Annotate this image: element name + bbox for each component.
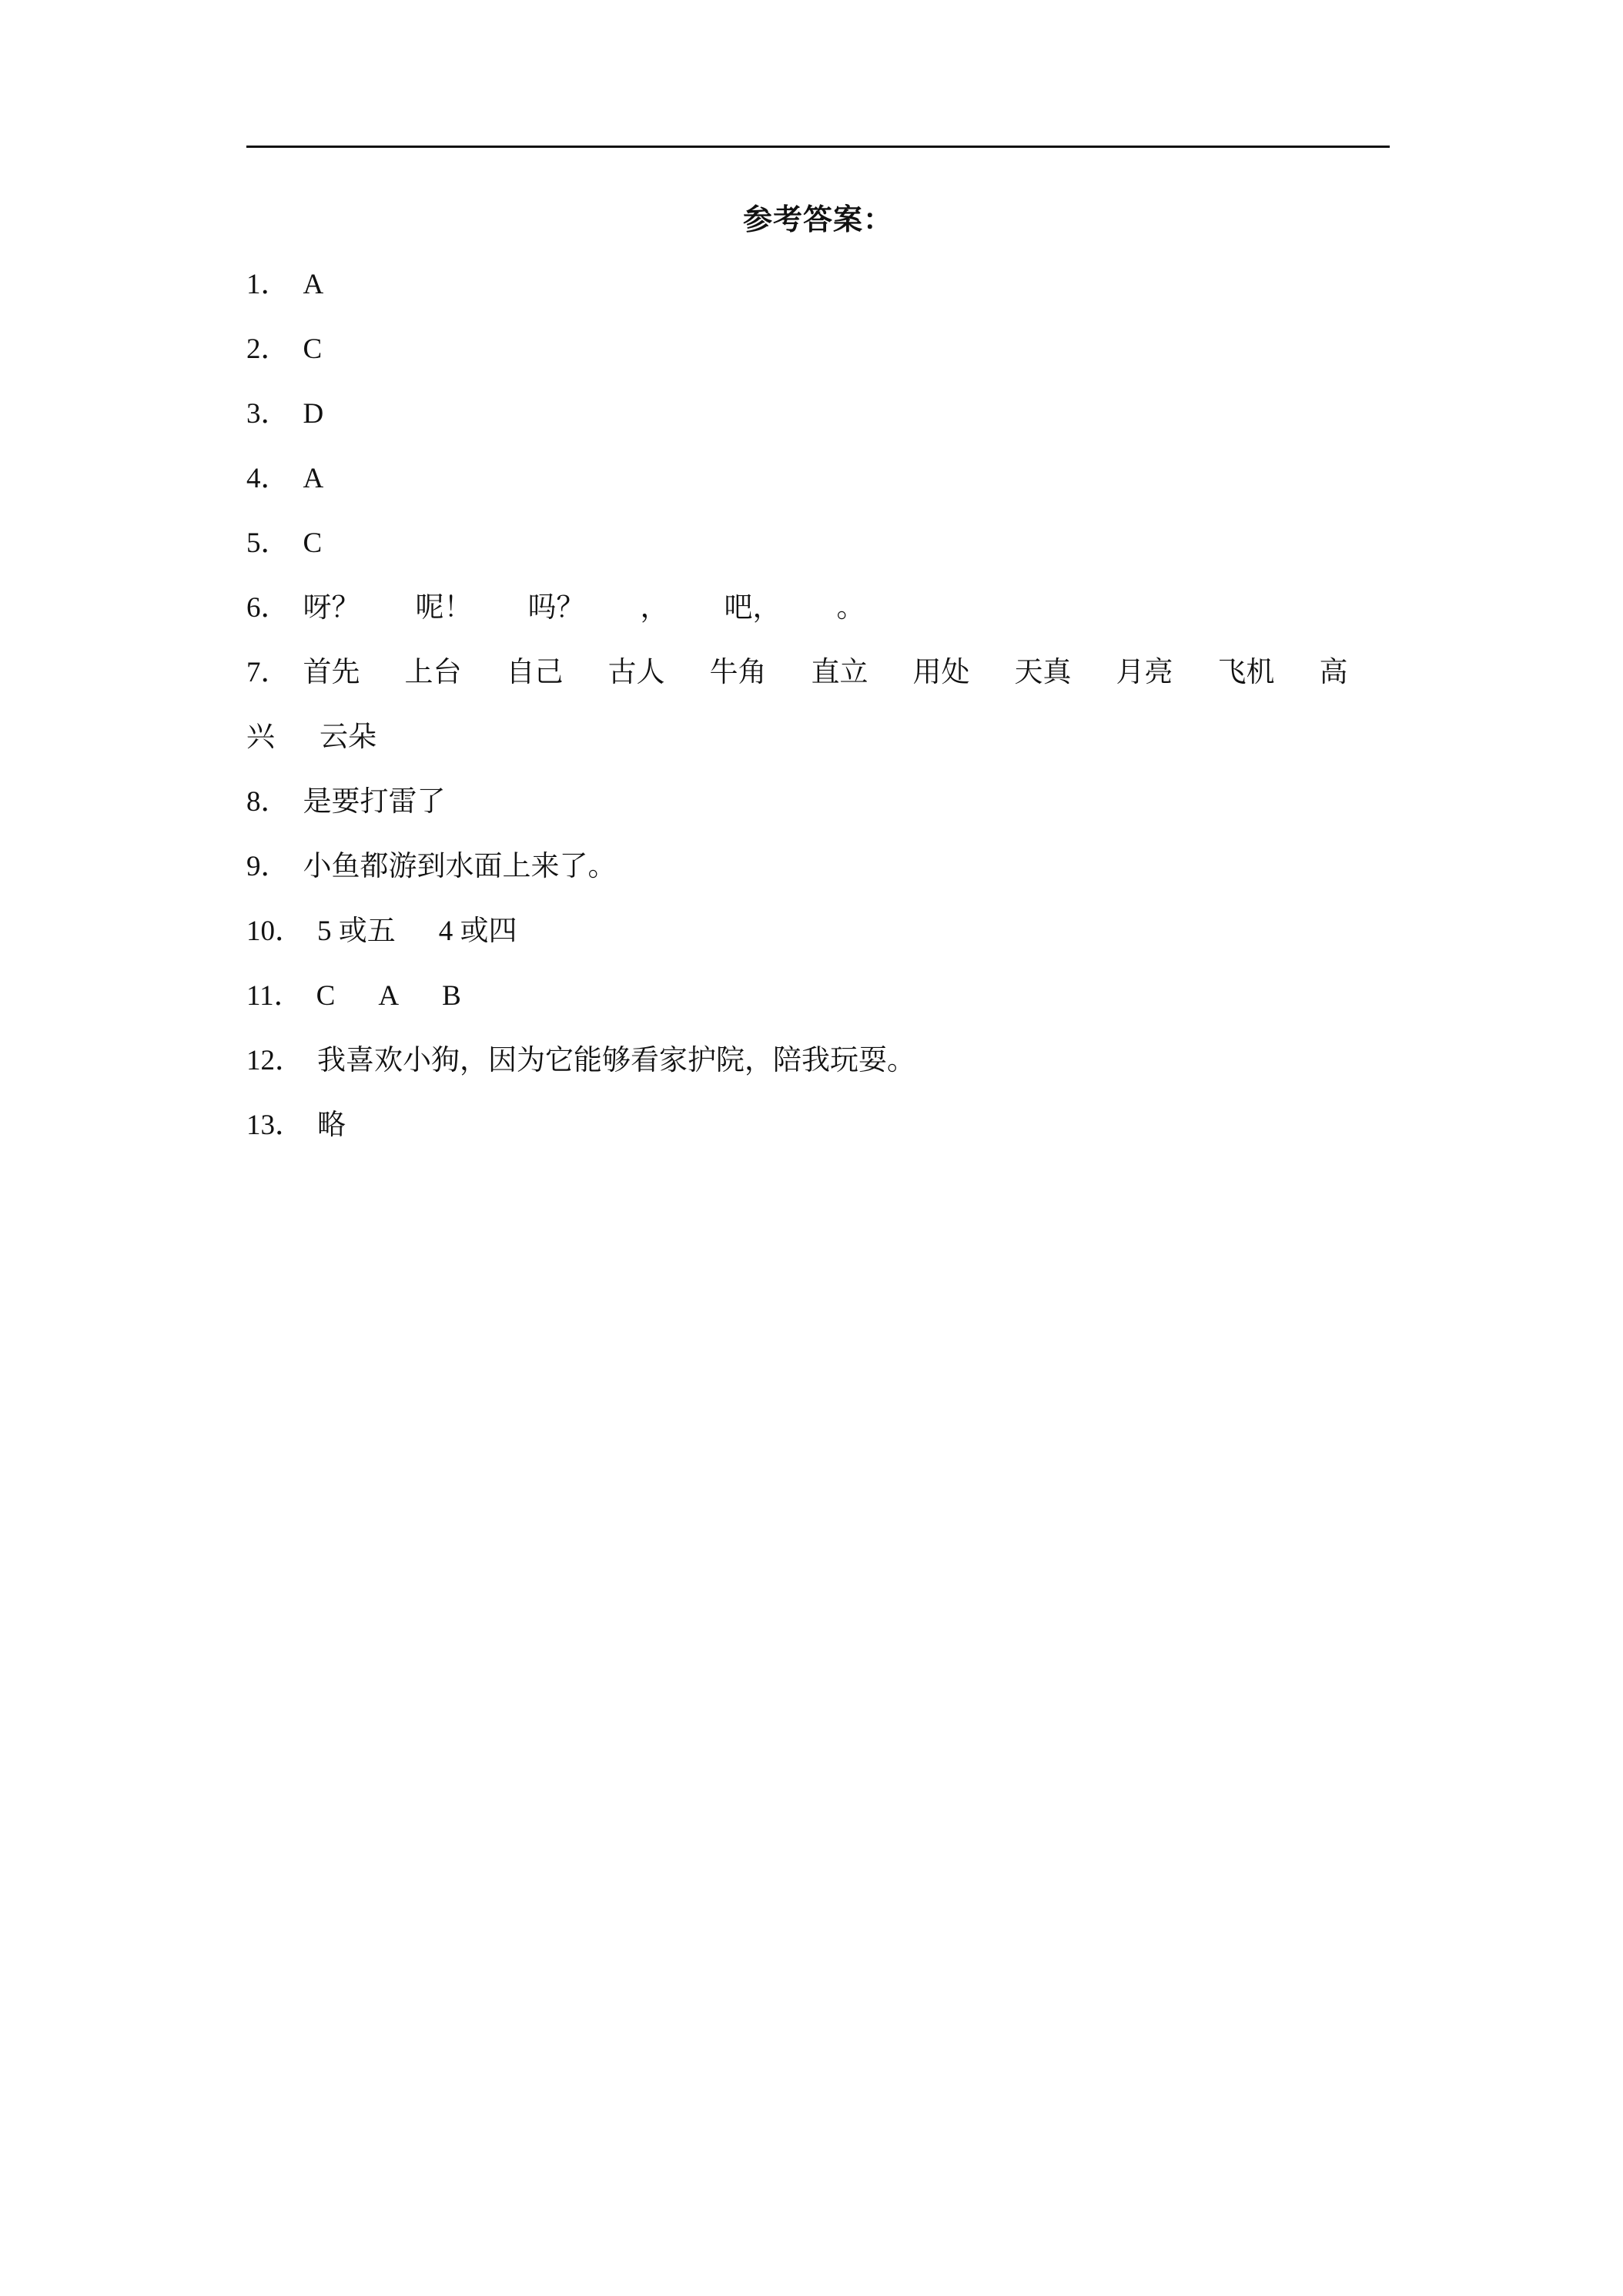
answer-text: 4 或四 bbox=[438, 915, 517, 947]
word-answer: 古人 bbox=[607, 657, 665, 688]
answer-7-continued bbox=[246, 705, 1390, 770]
punctuation-answer: 呀？ bbox=[303, 592, 360, 624]
word-answer: 天真 bbox=[1014, 657, 1072, 688]
answer-text: D bbox=[303, 398, 324, 430]
word-answer: 首先 bbox=[303, 657, 360, 688]
answer-text: C bbox=[316, 980, 336, 1012]
answer-text: B bbox=[442, 980, 461, 1012]
answer-text: A bbox=[378, 980, 400, 1012]
word-answer: 牛角 bbox=[709, 657, 767, 688]
answer-text: 是要打雷了 bbox=[303, 786, 446, 818]
answer-text: 小鱼都游到水面上来了。 bbox=[303, 851, 617, 882]
answer-text: C bbox=[303, 333, 323, 365]
word-answer: 高 bbox=[1319, 657, 1348, 688]
answer-number: 8． bbox=[246, 786, 289, 818]
answer-4 bbox=[246, 447, 1390, 511]
word-answer: 上台 bbox=[404, 657, 462, 688]
punctuation-answer: ， bbox=[640, 592, 669, 624]
answer-number: 12． bbox=[246, 1045, 303, 1076]
word-answer: 兴 bbox=[246, 721, 275, 753]
word-answer: 云朵 bbox=[320, 721, 376, 753]
word-answer: 月亮 bbox=[1116, 657, 1173, 688]
answer-number: 10． bbox=[246, 915, 303, 947]
answer-number: 2． bbox=[246, 333, 289, 365]
answer-number: 6． bbox=[246, 592, 289, 624]
answer-number: 3． bbox=[246, 398, 289, 430]
answer-10 bbox=[246, 899, 1390, 964]
answer-number: 11． bbox=[246, 980, 303, 1012]
answer-13 bbox=[246, 1093, 1390, 1158]
answer-number: 5． bbox=[246, 527, 289, 559]
punctuation-answer: 。 bbox=[836, 592, 865, 624]
answer-11 bbox=[246, 964, 1390, 1029]
answer-7 bbox=[246, 641, 1390, 705]
punctuation-answer: 吗？ bbox=[527, 592, 585, 624]
answer-3 bbox=[246, 382, 1390, 447]
answer-text: A bbox=[303, 463, 324, 494]
answer-number: 1． bbox=[246, 269, 289, 300]
punctuation-answer: 呢！ bbox=[415, 592, 473, 624]
answer-text: 5 或五 bbox=[317, 915, 396, 947]
punctuation-answer: 吧， bbox=[724, 592, 781, 624]
answer-text: A bbox=[303, 269, 324, 300]
answer-12 bbox=[246, 1029, 1390, 1093]
answer-8 bbox=[246, 770, 1390, 835]
answer-6 bbox=[246, 576, 1390, 641]
answer-text: 我喜欢小狗，因为它能够看家护院，陪我玩耍。 bbox=[317, 1045, 915, 1076]
answer-number: 13． bbox=[246, 1110, 303, 1141]
word-answer: 飞机 bbox=[1217, 657, 1275, 688]
answer-text: C bbox=[303, 527, 323, 559]
answer-number: 9． bbox=[246, 851, 289, 882]
answer-9 bbox=[246, 835, 1390, 899]
answer-key-title: 参考答案： bbox=[742, 204, 893, 236]
answer-number: 7． bbox=[246, 657, 289, 688]
answer-1 bbox=[246, 253, 1390, 317]
answer-5 bbox=[246, 511, 1390, 576]
word-answer: 直立 bbox=[811, 657, 868, 688]
header-rule bbox=[246, 146, 1390, 148]
word-answer: 自己 bbox=[506, 657, 564, 688]
answer-number: 4． bbox=[246, 463, 289, 494]
answer-list bbox=[246, 253, 1390, 1158]
word-answer: 用处 bbox=[912, 657, 970, 688]
answer-text: 略 bbox=[317, 1110, 346, 1141]
answer-2 bbox=[246, 317, 1390, 382]
